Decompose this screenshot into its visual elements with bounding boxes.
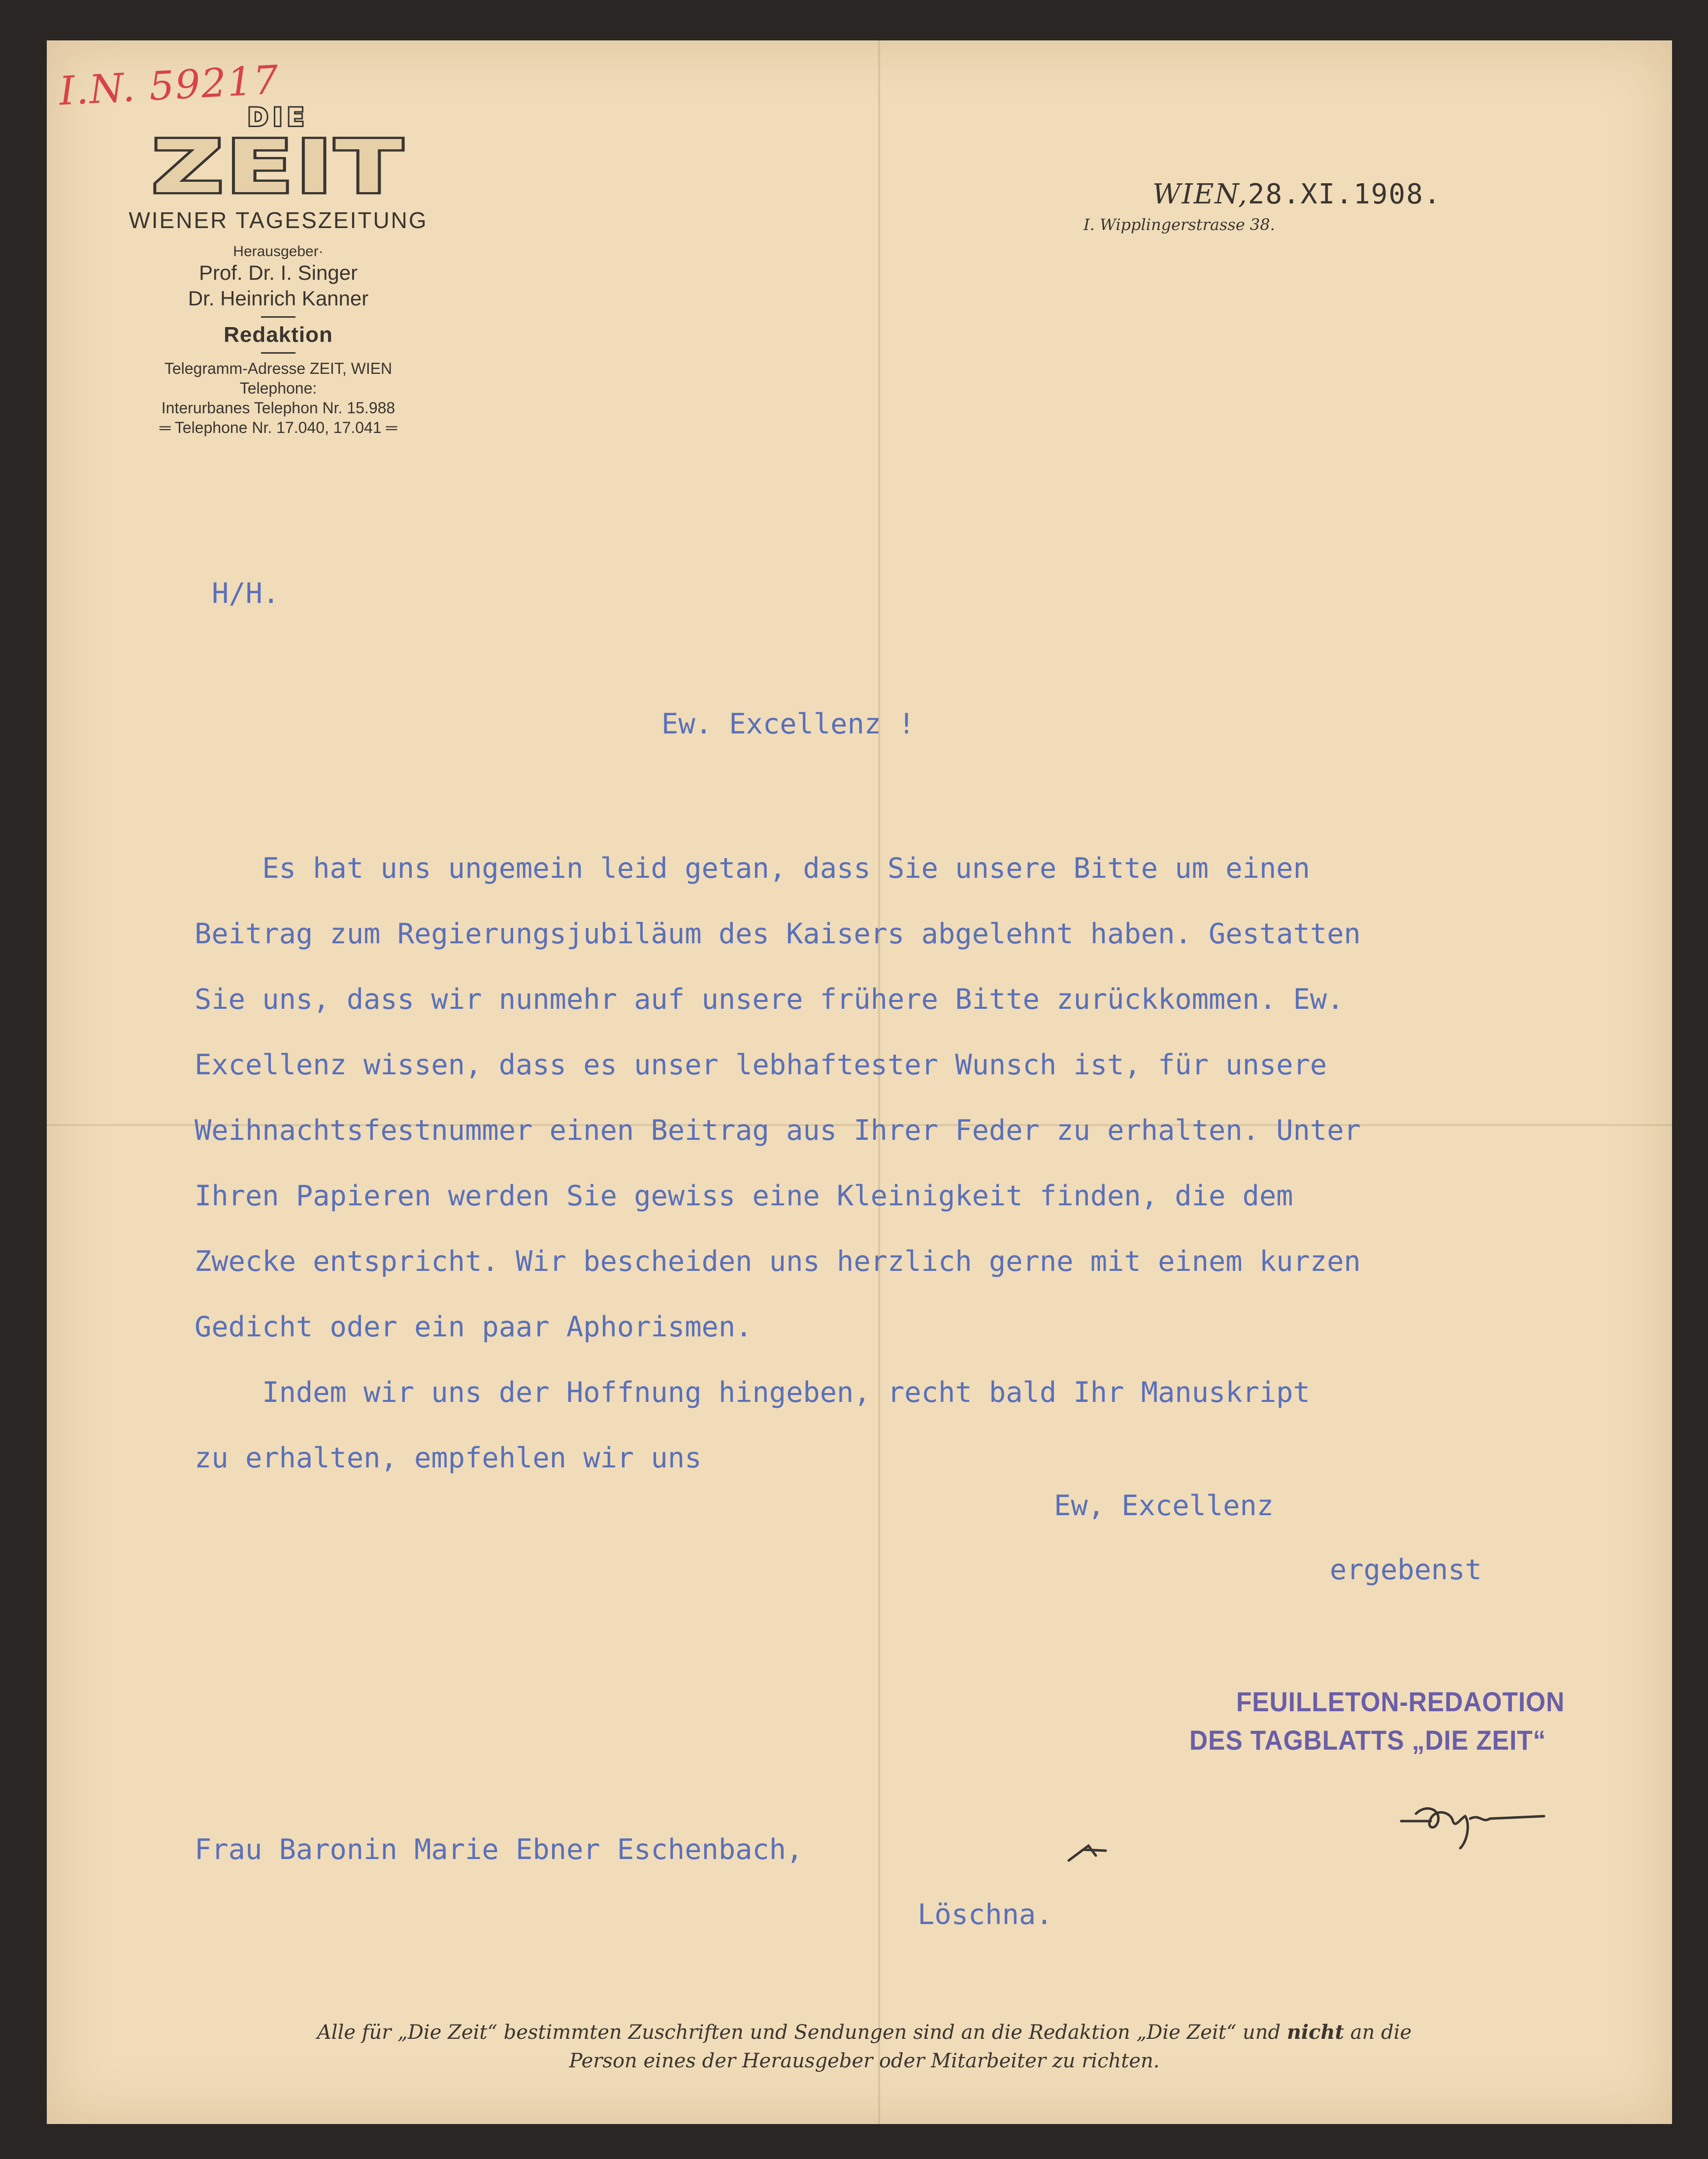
- logo-zeit: ZEIT: [152, 125, 405, 209]
- body-line: Es hat uns ungemein leid getan, dass Sie unsere Bitte um einen: [195, 852, 1310, 885]
- closing-ergebenst: ergebenst: [1330, 1554, 1482, 1586]
- stamp-line-2: DES TAGBLATTS „DIE ZEIT“: [1189, 1725, 1546, 1756]
- logo-die: DIE: [247, 103, 309, 132]
- publisher-label: Herausgeber·: [233, 243, 324, 260]
- archive-number: I.N. 59217: [58, 57, 281, 114]
- footer-line-1: [126, 2018, 1603, 2047]
- footer-emphasis: nicht: [1286, 2021, 1345, 2044]
- body-line: Beitrag zum Regierungsjubiläum des Kaisers abgelehnt haben. Gestatten: [195, 918, 1361, 950]
- pencil-mark: [1066, 1841, 1111, 1865]
- interurban-telephone: Interurbanes Telephon Nr. 15.988: [161, 399, 395, 417]
- letter-body: [195, 836, 1613, 1491]
- footer-text: an die: [1344, 2021, 1412, 2044]
- newspaper-subtitle: WIENER TAGESZEITUNG: [129, 207, 428, 233]
- stamp-line-1: FEUILLETON-REDAOTION: [1236, 1686, 1565, 1717]
- footer-line-2: Person eines der Herausgeber oder Mitarbeiter zu richten.: [569, 2050, 1160, 2072]
- body-line: Weihnachtsfestnummer einen Beitrag aus Ihrer Feder zu erhalten. Unter: [195, 1114, 1361, 1147]
- publisher-2: Dr. Heinrich Kanner: [188, 287, 369, 310]
- department-label: Redaktion: [224, 323, 333, 347]
- place-date: [1152, 178, 1442, 210]
- recipient-name: Frau Baronin Marie Ebner Eschenbach,: [195, 1833, 803, 1866]
- letterhead: [121, 104, 436, 437]
- sender-address: I. Wipplingerstrasse 38.: [1084, 215, 1275, 234]
- body-line: Indem wir uns der Hoffnung hingeben, recht bald Ihr Manuskript: [195, 1376, 1310, 1409]
- salutation: Ew. Excellenz !: [661, 708, 915, 740]
- closing-salutation: Ew, Excellenz: [1054, 1490, 1274, 1522]
- telephone-numbers: ═ Telephone Nr. 17.040, 17.041 ═: [159, 419, 397, 436]
- letter-paper: [47, 40, 1672, 2124]
- handwritten-signature: [1396, 1794, 1554, 1853]
- divider: [261, 352, 296, 354]
- reference-initials: H/H.: [212, 577, 280, 610]
- divider: [261, 316, 296, 318]
- body-line: Ihren Papieren werden Sie gewiss eine Kleinigkeit finden, die dem: [195, 1180, 1293, 1212]
- footer-text: Alle für „Die Zeit“ bestimmten Zuschriften und Sendungen sind an die Redaktion „Die Zeit“ und: [317, 2021, 1287, 2044]
- place: WIEN,: [1152, 178, 1248, 210]
- body-line: Excellenz wissen, dass es unser lebhaftester Wunsch ist, für unsere: [195, 1049, 1327, 1081]
- footer-notice: [126, 2018, 1603, 2075]
- body-line: zu erhalten, empfehlen wir uns: [195, 1442, 702, 1474]
- date: 28.XI.1908.: [1248, 178, 1442, 210]
- telephone-label: Telephone:: [239, 379, 317, 397]
- publisher-1: Prof. Dr. I. Singer: [198, 261, 358, 284]
- recipient-place: Löschna.: [918, 1898, 1053, 1931]
- body-line: Gedicht oder ein paar Aphorismen.: [195, 1311, 753, 1343]
- body-line: Sie uns, dass wir nunmehr auf unsere frühere Bitte zurückkommen. Ew.: [195, 983, 1344, 1016]
- telegram-address: Telegramm-Adresse ZEIT, WIEN: [164, 360, 393, 377]
- body-line: Zwecke entspricht. Wir bescheiden uns herzlich gerne mit einem kurzen: [195, 1245, 1361, 1278]
